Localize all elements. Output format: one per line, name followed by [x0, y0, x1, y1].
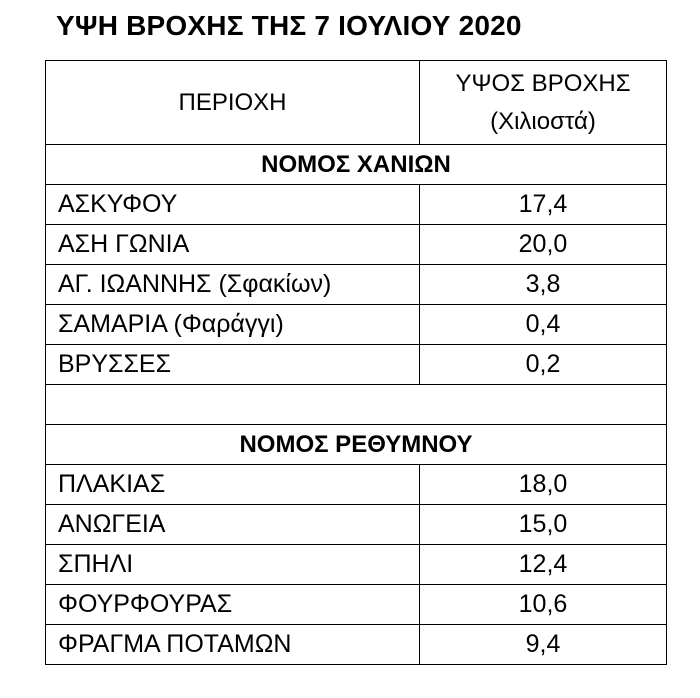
table-row: [46, 625, 667, 665]
table-row: [46, 545, 667, 585]
blank-row: [46, 385, 667, 425]
rain-value: 18,0: [420, 465, 667, 505]
header-rain-line2: (Χιλιοστά): [490, 107, 596, 135]
rain-value: 3,8: [420, 265, 667, 305]
rain-value: 12,4: [420, 545, 667, 585]
area-name: ΦΟΥΡΦΟΥΡΑΣ: [46, 585, 420, 625]
area-name: ΒΡΥΣΣΕΣ: [46, 345, 420, 385]
table-row: [46, 465, 667, 505]
area-name: ΣΠΗΛΙ: [46, 545, 420, 585]
rain-value: 10,6: [420, 585, 667, 625]
rain-value: 0,2: [420, 345, 667, 385]
section-row-rethymno: [46, 425, 667, 465]
document-title: ΥΨΗ ΒΡΟΧΗΣ ΤΗΣ 7 ΙΟΥΛΙΟΥ 2020: [56, 10, 522, 41]
table-row: [46, 265, 667, 305]
header-area: ΠΕΡΙΟΧΗ: [46, 61, 420, 145]
table-row: [46, 185, 667, 225]
rain-value: 17,4: [420, 185, 667, 225]
area-name: ΑΣΗ ΓΩΝΙΑ: [46, 225, 420, 265]
table-row: [46, 585, 667, 625]
area-name: ΑΣΚΥΦΟΥ: [46, 185, 420, 225]
header-rain-line1: ΥΨΟΣ ΒΡΟΧΗΣ: [455, 69, 631, 97]
table-row: [46, 305, 667, 345]
section-title-rethymno: ΝΟΜΟΣ ΡΕΘΥΜΝΟΥ: [46, 425, 667, 465]
table-row: [46, 345, 667, 385]
section-row-chania: [46, 145, 667, 185]
table-row: [46, 505, 667, 545]
table-row: [46, 225, 667, 265]
rainfall-table: [45, 60, 667, 665]
rain-value: 0,4: [420, 305, 667, 345]
section-title-chania: ΝΟΜΟΣ ΧΑΝΙΩΝ: [46, 145, 667, 185]
table-header-row: [46, 61, 667, 145]
blank-cell: [46, 385, 667, 425]
area-name: ΑΓ. ΙΩΑΝΝΗΣ (Σφακίων): [46, 265, 420, 305]
rain-value: 20,0: [420, 225, 667, 265]
rain-value: 15,0: [420, 505, 667, 545]
rain-value: 9,4: [420, 625, 667, 665]
header-rain: [420, 61, 667, 145]
area-name: ΣΑΜΑΡΙΑ (Φαράγγι): [46, 305, 420, 345]
area-name: ΦΡΑΓΜΑ ΠΟΤΑΜΩΝ: [46, 625, 420, 665]
area-name: ΑΝΩΓΕΙΑ: [46, 505, 420, 545]
area-name: ΠΛΑΚΙΑΣ: [46, 465, 420, 505]
